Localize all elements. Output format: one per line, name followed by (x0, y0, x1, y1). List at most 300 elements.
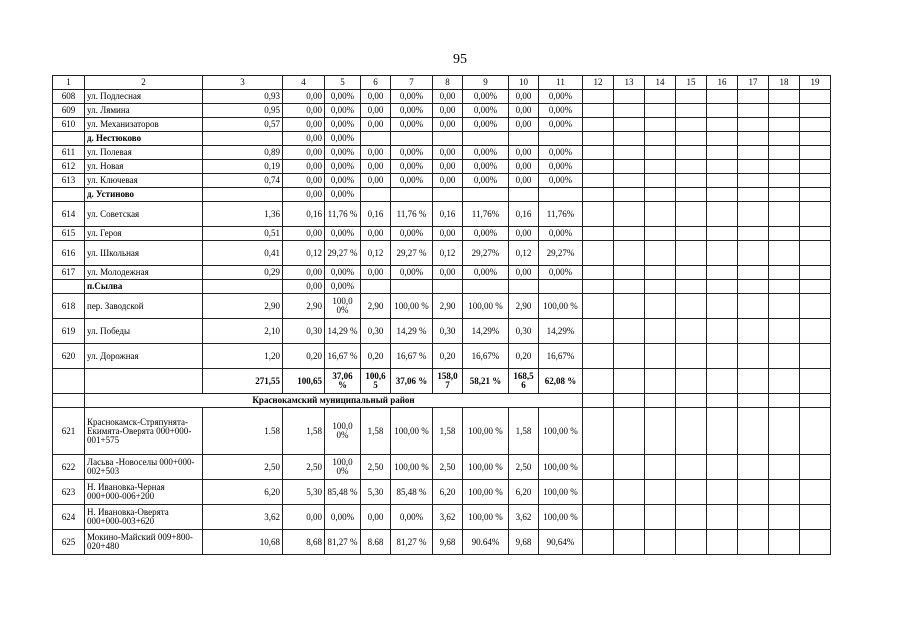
value-cell: 14,29% (463, 319, 509, 344)
column-header: 15 (676, 76, 707, 90)
value-cell (509, 132, 539, 146)
value-cell (769, 160, 800, 174)
value-cell (203, 280, 283, 294)
value-cell (433, 280, 463, 294)
row-number-cell: 613 (53, 174, 85, 188)
value-cell (738, 319, 769, 344)
value-cell: 0,00% (539, 160, 583, 174)
value-cell (738, 369, 769, 394)
value-cell: 100,0 0% (325, 455, 361, 480)
name-cell: д. Нестюково (85, 132, 203, 146)
value-cell (583, 505, 614, 530)
value-cell (539, 188, 583, 202)
value-cell: 0,00 (509, 227, 539, 241)
value-cell: 0,29 (203, 266, 283, 280)
value-cell: 0,12 (361, 241, 391, 266)
value-cell (583, 227, 614, 241)
value-cell: 0,00% (463, 146, 509, 160)
value-cell (707, 369, 738, 394)
value-cell: 0,00% (325, 90, 361, 104)
value-cell (583, 188, 614, 202)
page-number: 95 (453, 52, 467, 67)
value-cell: 0,00% (463, 104, 509, 118)
value-cell (676, 188, 707, 202)
table-row (53, 146, 831, 160)
value-cell (645, 319, 676, 344)
value-cell (800, 344, 831, 369)
name-cell: Краснокамск-Стряпунята-Екимята-Оверята 000+000-001+575 (85, 408, 203, 455)
row-number-cell: 616 (53, 241, 85, 266)
value-cell: 0,00% (463, 118, 509, 132)
value-cell (645, 202, 676, 227)
value-cell (738, 174, 769, 188)
name-cell: пер. Заводской (85, 294, 203, 319)
value-cell: 0,00 (509, 174, 539, 188)
value-cell (614, 132, 645, 146)
value-cell: 0,16 (361, 202, 391, 227)
value-cell (707, 294, 738, 319)
value-cell (539, 132, 583, 146)
value-cell (800, 188, 831, 202)
value-cell (614, 227, 645, 241)
table-row (53, 118, 831, 132)
value-cell (738, 202, 769, 227)
value-cell (645, 369, 676, 394)
value-cell (614, 118, 645, 132)
name-cell: ул. Советская (85, 202, 203, 227)
value-cell (707, 455, 738, 480)
row-number-cell (53, 280, 85, 294)
value-cell: 1,58 (509, 408, 539, 455)
value-cell: 1,58 (433, 408, 463, 455)
column-header: 16 (707, 76, 738, 90)
value-cell (676, 118, 707, 132)
value-cell: 0,00 (433, 146, 463, 160)
name-cell: Н. Ивановка-Оверята 000+000-003+620 (85, 505, 203, 530)
value-cell: 85,48 % (325, 480, 361, 505)
value-cell: 0,00 (361, 160, 391, 174)
value-cell: 100,00 % (463, 505, 509, 530)
row-number-cell: 615 (53, 227, 85, 241)
value-cell: 0,00 (509, 146, 539, 160)
value-cell: 29,27 % (391, 241, 433, 266)
table-row (53, 174, 831, 188)
value-cell: 100,00 % (539, 408, 583, 455)
value-cell (676, 132, 707, 146)
value-cell (583, 344, 614, 369)
value-cell (645, 118, 676, 132)
value-cell: 0,00 (283, 174, 325, 188)
value-cell (738, 227, 769, 241)
value-cell: 0,00 (361, 227, 391, 241)
value-cell: 90,64% (539, 530, 583, 555)
value-cell (583, 530, 614, 555)
value-cell (614, 104, 645, 118)
row-number-cell: 620 (53, 344, 85, 369)
value-cell: 0,57 (203, 118, 283, 132)
value-cell: 0,00% (325, 505, 361, 530)
value-cell: 0,00% (391, 174, 433, 188)
table-row (53, 344, 831, 369)
name-cell: ул. Новая (85, 160, 203, 174)
name-cell: ул. Героя (85, 227, 203, 241)
value-cell (645, 241, 676, 266)
row-number-cell: 623 (53, 480, 85, 505)
value-cell: 0,00% (539, 90, 583, 104)
value-cell (769, 530, 800, 555)
value-cell: 0,00 (433, 160, 463, 174)
value-cell: 6,20 (509, 480, 539, 505)
row-number-cell: 612 (53, 160, 85, 174)
value-cell (800, 369, 831, 394)
value-cell: 0,00% (391, 227, 433, 241)
value-cell (583, 455, 614, 480)
value-cell (769, 369, 800, 394)
value-cell (800, 132, 831, 146)
value-cell: 0,00 (361, 266, 391, 280)
name-cell: Н. Ивановка-Черная 000+000-006+200 (85, 480, 203, 505)
name-cell: Ласьва -Новоселы 000+000-002+503 (85, 455, 203, 480)
value-cell: 0,00% (325, 104, 361, 118)
value-cell: 29,27% (539, 241, 583, 266)
value-cell (463, 132, 509, 146)
value-cell (645, 160, 676, 174)
value-cell (645, 188, 676, 202)
value-cell (769, 408, 800, 455)
value-cell: 100,00 % (391, 294, 433, 319)
value-cell (676, 369, 707, 394)
value-cell: 0,41 (203, 241, 283, 266)
value-cell: 0,00% (391, 160, 433, 174)
value-cell: 3,62 (203, 505, 283, 530)
table-row (53, 408, 831, 455)
value-cell: 100,00 % (463, 408, 509, 455)
value-cell (614, 344, 645, 369)
value-cell: 6,20 (203, 480, 283, 505)
column-header: 8 (433, 76, 463, 90)
value-cell: 0,00% (463, 227, 509, 241)
value-cell: 0,00 (433, 174, 463, 188)
value-cell (707, 132, 738, 146)
value-cell (433, 188, 463, 202)
value-cell: 0,74 (203, 174, 283, 188)
value-cell (707, 118, 738, 132)
value-cell (614, 280, 645, 294)
value-cell: 11,76 % (325, 202, 361, 227)
value-cell: 0,00 (283, 146, 325, 160)
value-cell (800, 202, 831, 227)
value-cell: 100,00 % (539, 455, 583, 480)
value-cell: 0,00% (539, 118, 583, 132)
column-header: 6 (361, 76, 391, 90)
value-cell (583, 294, 614, 319)
row-number-cell (53, 188, 85, 202)
value-cell: 2,50 (283, 455, 325, 480)
value-cell (583, 480, 614, 505)
table-row (53, 369, 831, 394)
value-cell (800, 266, 831, 280)
value-cell: 0,00 (361, 505, 391, 530)
column-header: 17 (738, 76, 769, 90)
value-cell: 100,0 0% (325, 294, 361, 319)
value-cell: 100,00 % (539, 480, 583, 505)
value-cell (463, 280, 509, 294)
value-cell (676, 266, 707, 280)
value-cell (800, 319, 831, 344)
value-cell: 0,16 (509, 202, 539, 227)
value-cell (645, 227, 676, 241)
value-cell: 100,00 % (539, 505, 583, 530)
value-cell (769, 480, 800, 505)
value-cell (738, 294, 769, 319)
value-cell (614, 319, 645, 344)
value-cell (583, 160, 614, 174)
value-cell (738, 118, 769, 132)
value-cell: 0,00% (325, 227, 361, 241)
row-number-cell: 619 (53, 319, 85, 344)
value-cell: 0,00 (361, 104, 391, 118)
value-cell (361, 188, 391, 202)
value-cell (583, 369, 614, 394)
value-cell (800, 408, 831, 455)
value-cell: 100,00 % (463, 480, 509, 505)
value-cell: 0,00 (283, 160, 325, 174)
value-cell: 2,50 (203, 455, 283, 480)
value-cell (707, 344, 738, 369)
value-cell: 0,00 (361, 118, 391, 132)
value-cell (391, 280, 433, 294)
value-cell: 8.68 (361, 530, 391, 555)
value-cell: 0,00 (283, 266, 325, 280)
value-cell: 100,00 % (463, 455, 509, 480)
value-cell (676, 280, 707, 294)
value-cell (738, 505, 769, 530)
value-cell (583, 266, 614, 280)
value-cell (614, 408, 645, 455)
table-row (53, 394, 831, 408)
table-row (53, 160, 831, 174)
value-cell: 0,00 (361, 174, 391, 188)
value-cell: 0,00% (391, 266, 433, 280)
empty-cell (707, 394, 738, 408)
value-cell: 2,90 (361, 294, 391, 319)
value-cell (614, 294, 645, 319)
value-cell (676, 160, 707, 174)
name-cell: ул. Победы (85, 319, 203, 344)
value-cell (676, 104, 707, 118)
value-cell (707, 530, 738, 555)
value-cell (769, 505, 800, 530)
value-cell (707, 174, 738, 188)
value-cell: 16,67 % (325, 344, 361, 369)
value-cell: 0,00% (325, 118, 361, 132)
value-cell (800, 90, 831, 104)
value-cell: 0,00 (361, 146, 391, 160)
value-cell (583, 104, 614, 118)
row-number-cell: 625 (53, 530, 85, 555)
value-cell: 0,95 (203, 104, 283, 118)
value-cell (800, 160, 831, 174)
value-cell (583, 241, 614, 266)
name-cell: ул. Механизаторов (85, 118, 203, 132)
value-cell: 0,12 (283, 241, 325, 266)
value-cell (707, 480, 738, 505)
table-row (53, 455, 831, 480)
name-cell: ул. Дорожная (85, 344, 203, 369)
value-cell (738, 104, 769, 118)
value-cell (738, 132, 769, 146)
value-cell (769, 188, 800, 202)
value-cell: 0,20 (283, 344, 325, 369)
name-cell: п.Сылва (85, 280, 203, 294)
row-number-cell: 621 (53, 408, 85, 455)
table-row (53, 227, 831, 241)
value-cell (676, 174, 707, 188)
data-table (52, 75, 831, 555)
value-cell: 0,20 (433, 344, 463, 369)
value-cell: 0,00 (283, 188, 325, 202)
name-cell: д. Устиново (85, 188, 203, 202)
value-cell: 100,00 % (391, 408, 433, 455)
value-cell (391, 132, 433, 146)
value-cell: 37,06 % (325, 369, 361, 394)
value-cell: 100,00 % (463, 294, 509, 319)
value-cell: 2,90 (283, 294, 325, 319)
value-cell: 0,00% (325, 160, 361, 174)
empty-cell (583, 394, 614, 408)
value-cell (800, 530, 831, 555)
value-cell: 2,90 (203, 294, 283, 319)
section-title: Краснокамский муниципальный район (85, 394, 583, 408)
value-cell (645, 408, 676, 455)
value-cell: 0,00% (391, 118, 433, 132)
value-cell: 85,48 % (391, 480, 433, 505)
value-cell: 10,68 (203, 530, 283, 555)
row-number-cell: 624 (53, 505, 85, 530)
empty-cell (738, 394, 769, 408)
value-cell (645, 505, 676, 530)
value-cell (800, 505, 831, 530)
value-cell (583, 146, 614, 160)
value-cell (676, 241, 707, 266)
value-cell (645, 294, 676, 319)
name-cell: ул. Школьная (85, 241, 203, 266)
value-cell: 0,51 (203, 227, 283, 241)
value-cell (676, 202, 707, 227)
empty-cell (614, 394, 645, 408)
value-cell: 37,06 % (391, 369, 433, 394)
value-cell (769, 455, 800, 480)
value-cell (707, 202, 738, 227)
value-cell: 0,12 (433, 241, 463, 266)
value-cell: 0,00 (509, 160, 539, 174)
value-cell: 1,58 (283, 408, 325, 455)
value-cell: 58,21 % (463, 369, 509, 394)
value-cell (800, 227, 831, 241)
value-cell: 14,29% (539, 319, 583, 344)
value-cell: 0,30 (433, 319, 463, 344)
empty-cell (645, 394, 676, 408)
value-cell (583, 118, 614, 132)
name-cell: ул. Полевая (85, 146, 203, 160)
value-cell: 0,00% (539, 227, 583, 241)
name-cell: ул. Молодежная (85, 266, 203, 280)
value-cell (707, 160, 738, 174)
value-cell (614, 266, 645, 280)
value-cell: 0,16 (283, 202, 325, 227)
value-cell (800, 146, 831, 160)
name-cell: ул. Подлесная (85, 90, 203, 104)
value-cell: 0,00% (539, 266, 583, 280)
value-cell (433, 132, 463, 146)
value-cell: 8,68 (283, 530, 325, 555)
value-cell (707, 241, 738, 266)
value-cell: 0,00% (391, 90, 433, 104)
value-cell (800, 241, 831, 266)
value-cell (614, 202, 645, 227)
value-cell (800, 118, 831, 132)
value-cell (645, 266, 676, 280)
value-cell (614, 241, 645, 266)
value-cell (583, 174, 614, 188)
column-header: 11 (539, 76, 583, 90)
value-cell (583, 202, 614, 227)
value-cell (707, 266, 738, 280)
value-cell: 1,36 (203, 202, 283, 227)
value-cell: 0,00% (325, 188, 361, 202)
value-cell (614, 369, 645, 394)
value-cell: 3,62 (433, 505, 463, 530)
value-cell (645, 132, 676, 146)
row-number-cell: 608 (53, 90, 85, 104)
column-header: 1 (53, 76, 85, 90)
value-cell (676, 480, 707, 505)
value-cell (676, 294, 707, 319)
value-cell: 9,68 (433, 530, 463, 555)
value-cell: 0,00 (283, 118, 325, 132)
value-cell (645, 104, 676, 118)
value-cell (583, 408, 614, 455)
value-cell (614, 90, 645, 104)
value-cell: 0,00% (539, 104, 583, 118)
value-cell: 0,00% (325, 132, 361, 146)
value-cell: 0,19 (203, 160, 283, 174)
value-cell: 0,00% (391, 146, 433, 160)
column-header: 3 (203, 76, 283, 90)
name-cell (85, 369, 203, 394)
empty-cell (800, 394, 831, 408)
value-cell: 158,0 7 (433, 369, 463, 394)
value-cell (769, 174, 800, 188)
value-cell (707, 146, 738, 160)
table-row (53, 241, 831, 266)
value-cell (769, 319, 800, 344)
value-cell: 81,27 % (391, 530, 433, 555)
value-cell: 0,00 (433, 104, 463, 118)
row-number-cell: 610 (53, 118, 85, 132)
value-cell: 1,20 (203, 344, 283, 369)
value-cell (800, 480, 831, 505)
value-cell: 0,12 (509, 241, 539, 266)
table-row (53, 104, 831, 118)
value-cell (676, 146, 707, 160)
table-row (53, 294, 831, 319)
value-cell: 0,30 (361, 319, 391, 344)
value-cell: 0,00 (433, 90, 463, 104)
value-cell: 100,65 (283, 369, 325, 394)
value-cell (738, 530, 769, 555)
value-cell (509, 280, 539, 294)
